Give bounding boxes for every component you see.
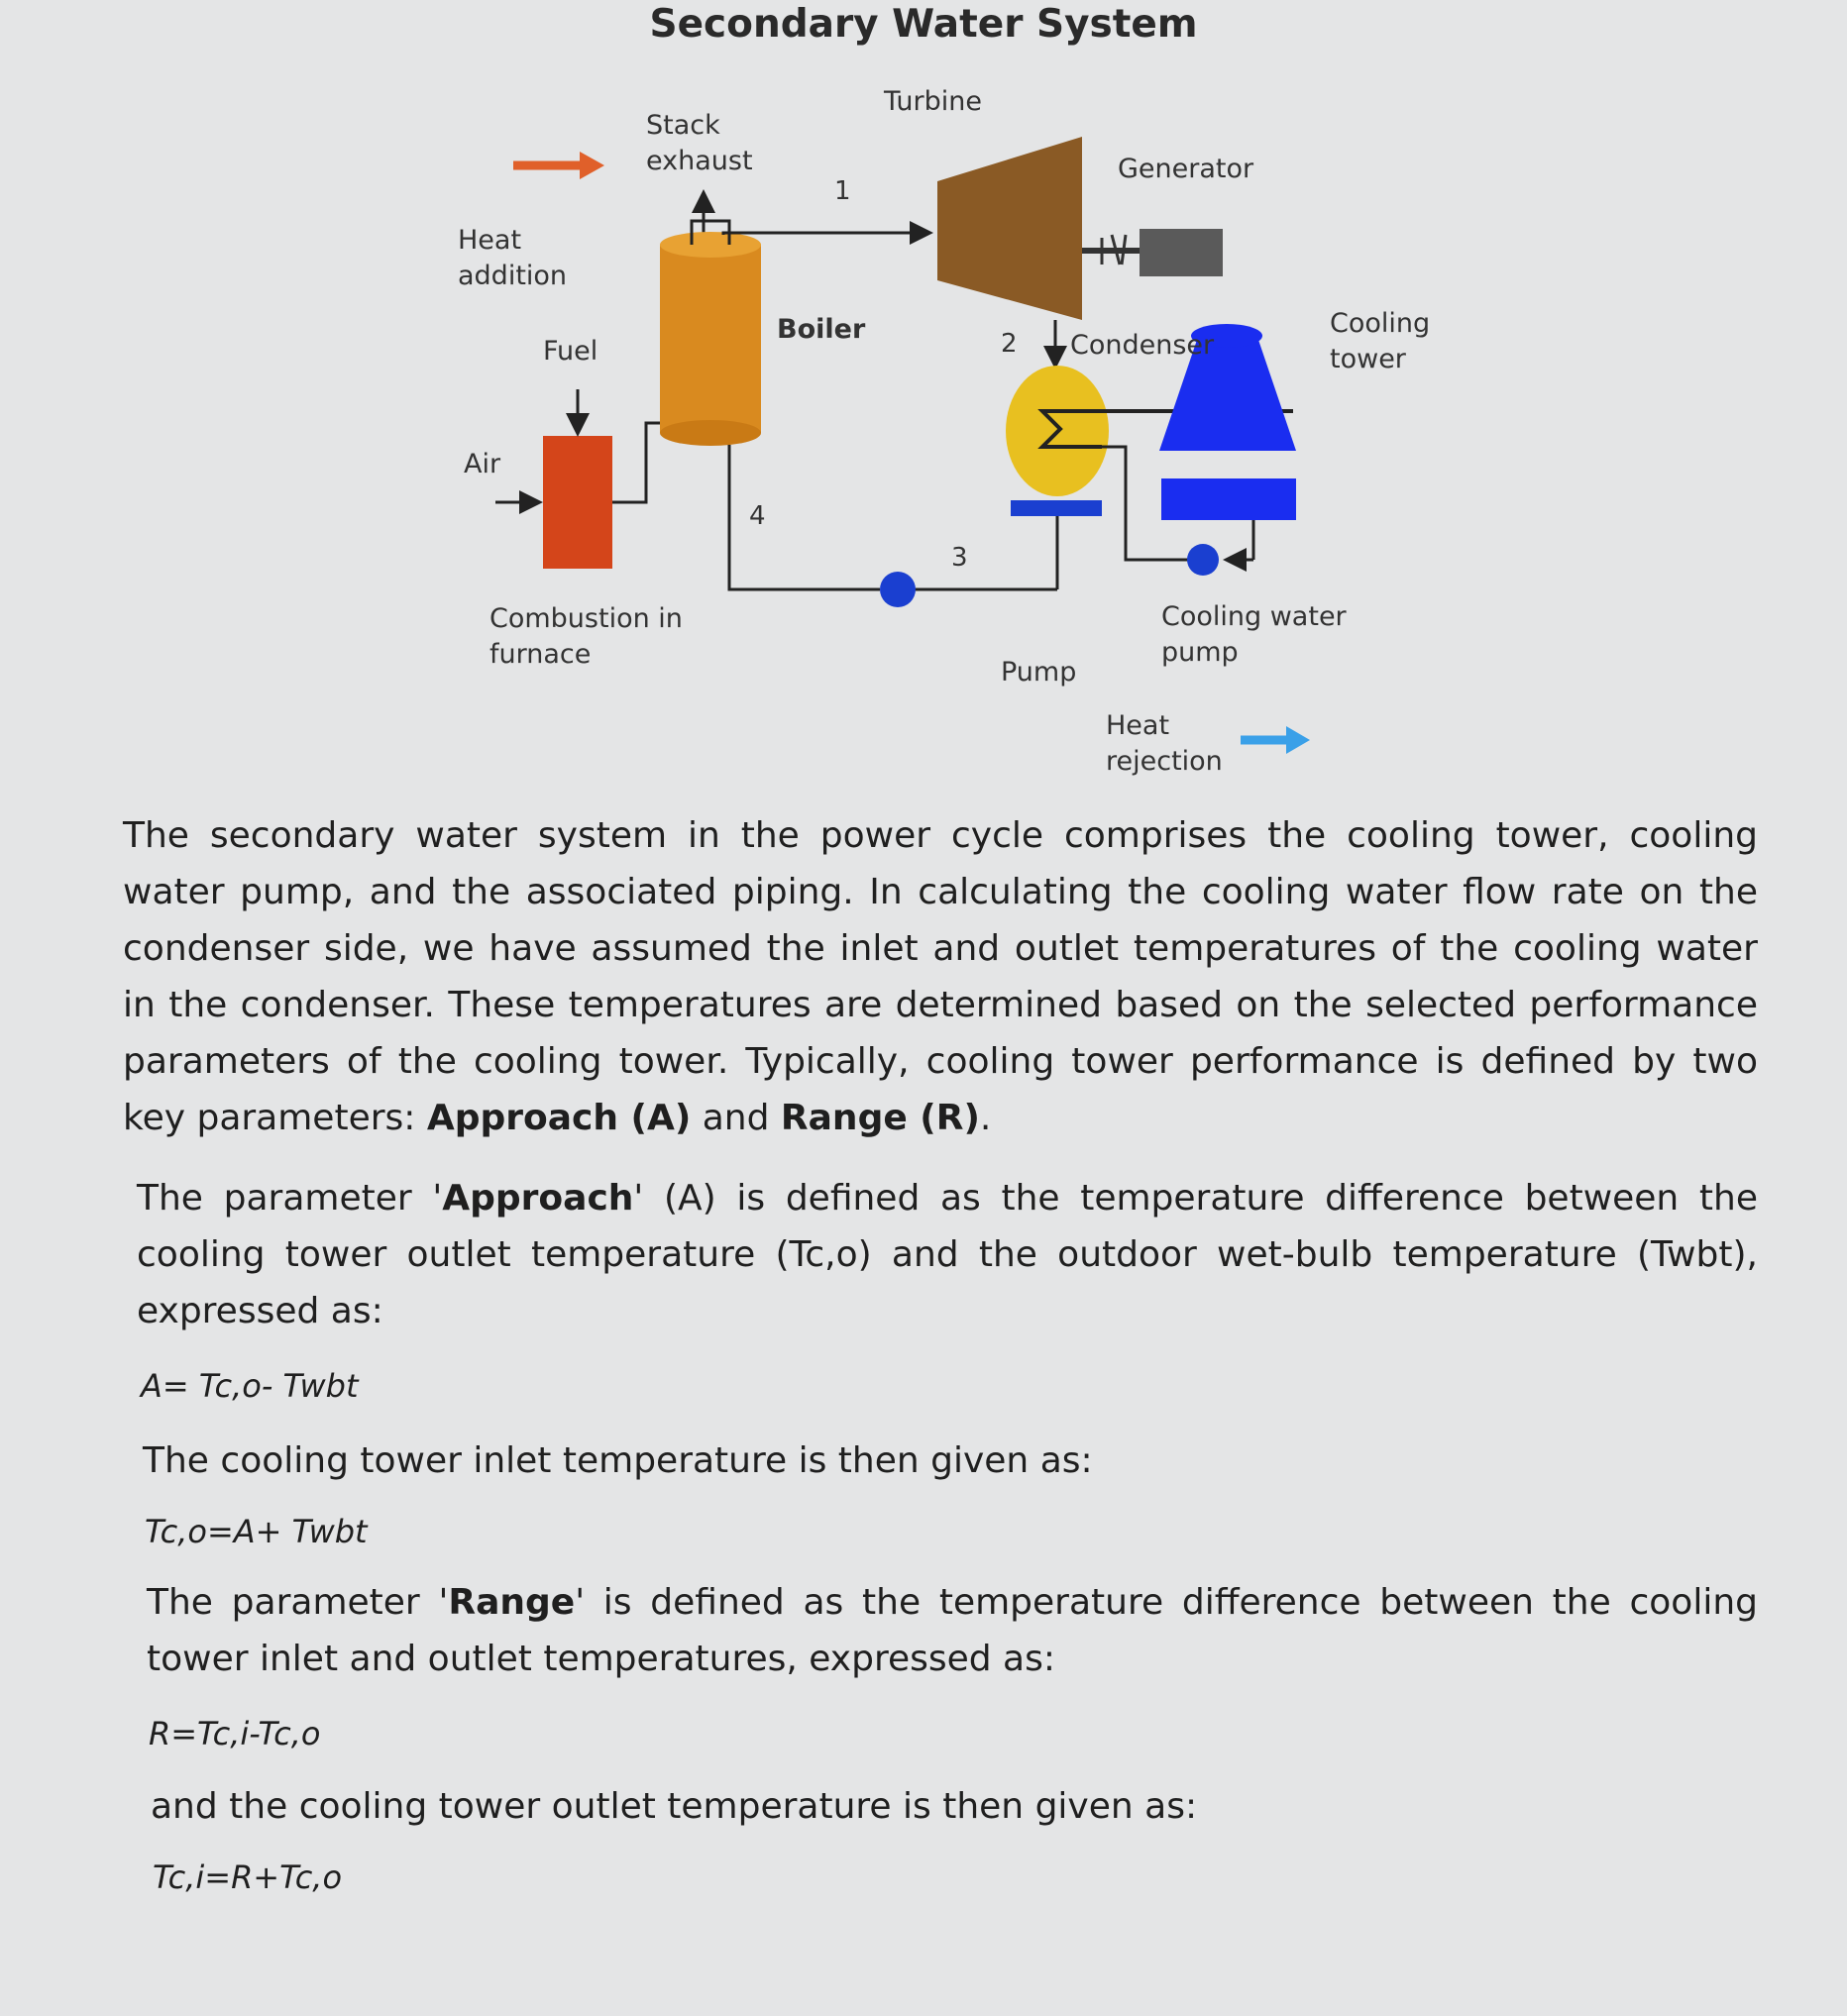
label-cooling-tower-1: Cooling <box>1330 308 1431 339</box>
label-heat-rejection-1: Heat <box>1106 710 1170 741</box>
generator <box>1140 229 1223 276</box>
label-boiler: Boiler <box>777 314 866 345</box>
paragraph-approach-start: The parameter ' <box>137 1178 443 1219</box>
equation-inlet: Tc,i=R+Tc,o <box>153 1858 343 1896</box>
label-state-4: 4 <box>749 501 766 531</box>
power-cycle-diagram <box>436 74 1467 807</box>
paragraph-inlet: The cooling tower inlet temperature is then given as: <box>143 1440 1093 1481</box>
label-cooling-tower-2: tower <box>1330 344 1406 374</box>
range-keyword: Range <box>448 1582 576 1623</box>
range-term: Range (R) <box>780 1098 980 1138</box>
cooling-water-pump <box>1187 544 1219 576</box>
label-cw-pump-2: pump <box>1161 637 1239 668</box>
label-cw-pump-1: Cooling water <box>1161 601 1347 632</box>
pipe-1 <box>723 233 927 235</box>
feed-pump <box>880 572 916 607</box>
furnace <box>543 436 612 569</box>
body-text <box>123 807 1758 1896</box>
label-state-2: 2 <box>1001 329 1018 359</box>
period: . <box>979 1098 992 1138</box>
label-state-1: 1 <box>834 176 851 206</box>
label-air: Air <box>464 449 501 479</box>
paragraph-range-rest: ' is defined as the temperature difference between the cooling tower inlet and outlet temperatures, expressed as: <box>147 1582 1758 1679</box>
paragraph-approach-rest: ' (A) is defined as the temperature difference between the cooling tower outlet temperature (Tc,o) and the outdoor wet-bulb temperature (Twbt), expressed as: <box>137 1178 1758 1331</box>
paragraph-range-start: The parameter ' <box>147 1582 449 1623</box>
heat-addition-arrow <box>513 152 604 179</box>
equation-range: R=Tc,i-Tc,o <box>149 1715 321 1752</box>
paragraph-intro-text: The secondary water system in the power cycle comprises the cooling tower, cooling water pump, and the associated piping. In calculating the cooling water flow rate on the condenser side, we have assumed the inlet and outlet temperatures of the cooling water in the condenser. These temperatures are determined based on the selected performance parameters of the cooling tower. Typically, cooling tower performance is defined by two key parameters: <box>123 815 1758 1138</box>
paragraph-approach <box>123 1170 1758 1339</box>
paragraph-intro <box>123 807 1758 1146</box>
label-state-3: 3 <box>951 543 968 573</box>
label-combustion-1: Combustion in <box>489 603 683 634</box>
label-fuel: Fuel <box>543 336 598 367</box>
boiler <box>660 221 761 446</box>
label-turbine: Turbine <box>884 86 982 117</box>
page-title: Secondary Water System <box>649 2 1198 47</box>
label-stack-1: Stack <box>646 110 720 141</box>
diagram-svg <box>436 74 1467 807</box>
label-heat-rejection-2: rejection <box>1106 746 1223 777</box>
paragraph-range <box>123 1574 1758 1687</box>
label-stack-2: exhaust <box>646 146 753 176</box>
label-heat-addition-1: Heat <box>458 225 522 256</box>
label-generator: Generator <box>1118 154 1254 184</box>
paragraph-outlet: and the cooling tower outlet temperature is then given as: <box>151 1786 1198 1827</box>
label-pump: Pump <box>1001 657 1077 688</box>
label-combustion-2: furnace <box>489 639 592 670</box>
equation-outlet: Tc,o=A+ Twbt <box>145 1513 368 1550</box>
label-heat-addition-2: addition <box>458 261 568 291</box>
label-condenser: Condenser <box>1070 330 1215 361</box>
condenser <box>1006 366 1109 516</box>
conjunction: and <box>691 1098 781 1138</box>
turbine <box>937 137 1082 320</box>
equation-approach: A= Tc,o- Twbt <box>141 1367 359 1405</box>
approach-keyword: Approach <box>442 1178 634 1219</box>
approach-term: Approach (A) <box>426 1098 692 1138</box>
heat-rejection-arrow <box>1241 726 1310 754</box>
